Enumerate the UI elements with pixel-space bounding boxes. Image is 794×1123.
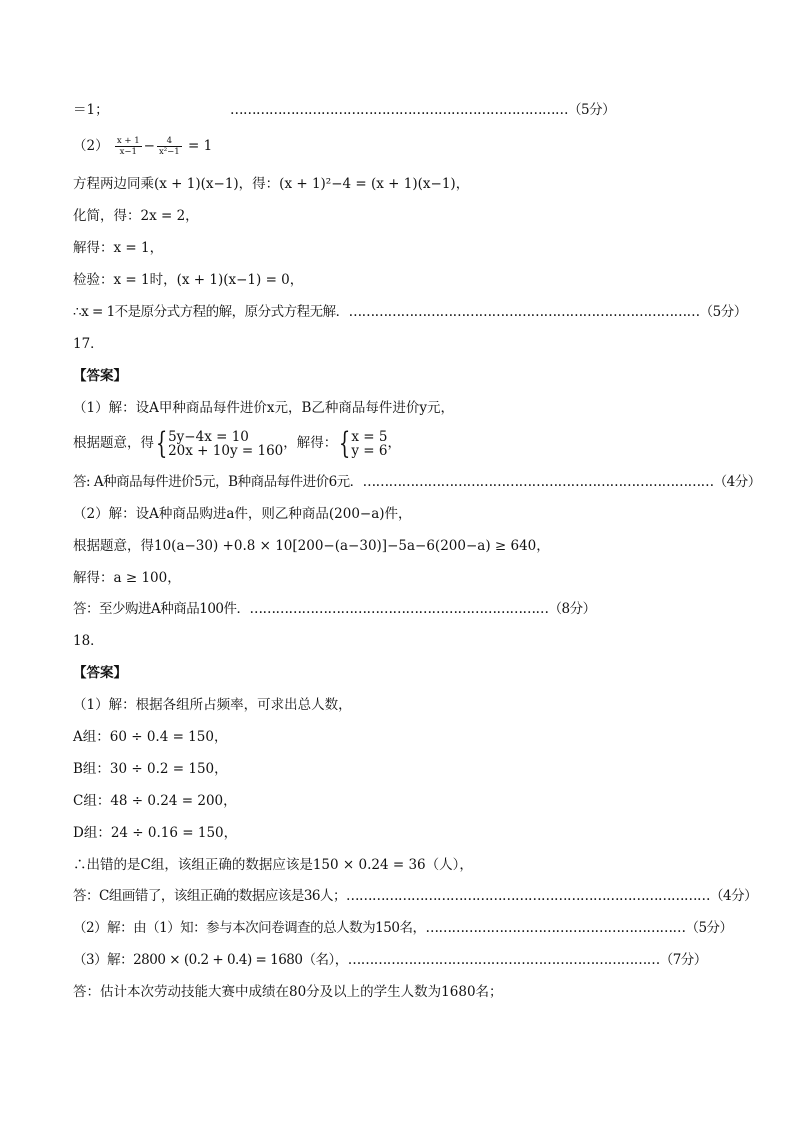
fraction-1-numerator: x + 1 bbox=[116, 136, 140, 146]
line-11-prefix: 根据题意，得 bbox=[73, 435, 154, 451]
line-11-system bbox=[73, 425, 401, 461]
answer-heading-18: 【答案】 bbox=[73, 665, 127, 681]
fraction-2 bbox=[157, 136, 182, 157]
equation-system-2 bbox=[351, 430, 387, 458]
line-7: ∴x = 1不是原分式方程的解，原分式方程无解．………………………………………………………………………（5分） bbox=[73, 304, 747, 320]
system-2-eq-1: x = 5 bbox=[351, 428, 388, 445]
line-26: （2）解：由（1）知：参与本次问卷调查的总人数为150名，……………………………………………………（5分） bbox=[73, 920, 733, 936]
answer-heading-17: 【答案】 bbox=[73, 368, 127, 384]
line-27: （3）解：2800 × (0.2 + 0.4) = 1680（名），………………………………………………………………（7分） bbox=[73, 952, 707, 968]
equation-system-1 bbox=[168, 430, 283, 458]
part-label: （2） bbox=[73, 138, 109, 154]
left-brace: { bbox=[339, 425, 351, 461]
system-1-eq-2: 20x + 10y = 160 bbox=[168, 442, 284, 459]
left-brace: { bbox=[155, 425, 168, 461]
line-1-score: ……………………………………………………………………（5分） bbox=[230, 102, 616, 118]
line-13: （2）解：设A种商品购进a件，则乙种商品(200−a)件， bbox=[73, 506, 412, 522]
fraction-2-denominator: x²−1 bbox=[158, 147, 180, 157]
line-15: 解得：a ≥ 100， bbox=[73, 570, 181, 586]
line-1-text: ＝1； bbox=[73, 102, 109, 118]
minus-sign: − bbox=[143, 138, 155, 154]
line-6: 检验：x = 1时，(x + 1)(x−1) = 0， bbox=[73, 272, 304, 288]
line-11-mid: ，解得： bbox=[283, 435, 338, 451]
line-28: 答：估计本次劳动技能大赛中成绩在80分及以上的学生人数为1680名； bbox=[73, 984, 503, 1000]
line-24: ∴出错的是C组，该组正确的数据应该是150 × 0.24 = 36（人）， bbox=[73, 857, 473, 873]
line-14: 根据题意，得10(a−30) +0.8 × 10[200−(a−30)]−5a−6(200−a) ≥ 640， bbox=[73, 538, 550, 554]
line-19: （1）解：根据各组所占频率，可求出总人数， bbox=[73, 697, 352, 713]
line-5: 解得：x = 1， bbox=[73, 240, 164, 256]
line-16: 答：至少购进A种商品100件．……………………………………………………………（8分） bbox=[73, 601, 596, 617]
line-20: A组：60 ÷ 0.4 = 150， bbox=[73, 729, 228, 745]
line-25: 答：C组画错了，该组正确的数据应该是36人；…………………………………………………………………………（4分） bbox=[73, 888, 758, 904]
fraction-1-denominator: x−1 bbox=[119, 147, 137, 157]
fraction-1 bbox=[115, 136, 142, 157]
system-1-eq-1: 5y−4x = 10 bbox=[168, 428, 249, 445]
line-12: 答: A种商品每件进价5元，B种商品每件进价6元．………………………………………………………………………（4分） bbox=[73, 474, 761, 490]
equation-rhs: = 1 bbox=[187, 138, 213, 154]
line-23: D组：24 ÷ 0.16 = 150， bbox=[73, 825, 238, 841]
fraction-2-numerator: 4 bbox=[157, 136, 182, 147]
line-1 bbox=[73, 100, 616, 120]
system-2-eq-2: y = 6 bbox=[351, 442, 388, 459]
line-3: 方程两边同乘(x + 1)(x−1)，得：(x + 1)²−4 = (x + 1)(x−1)， bbox=[73, 176, 470, 192]
line-2-equation bbox=[73, 136, 212, 157]
line-10: （1）解：设A甲种商品每件进价x元，B乙种商品每件进价y元， bbox=[73, 400, 454, 416]
question-18-number: 18． bbox=[73, 633, 104, 649]
line-21: B组：30 ÷ 0.2 = 150， bbox=[73, 761, 228, 777]
line-22: C组：48 ÷ 0.24 = 200， bbox=[73, 793, 237, 809]
question-17-number: 17． bbox=[73, 336, 104, 352]
line-11-end: ， bbox=[387, 435, 401, 451]
line-4: 化简，得：2x = 2， bbox=[73, 208, 199, 224]
